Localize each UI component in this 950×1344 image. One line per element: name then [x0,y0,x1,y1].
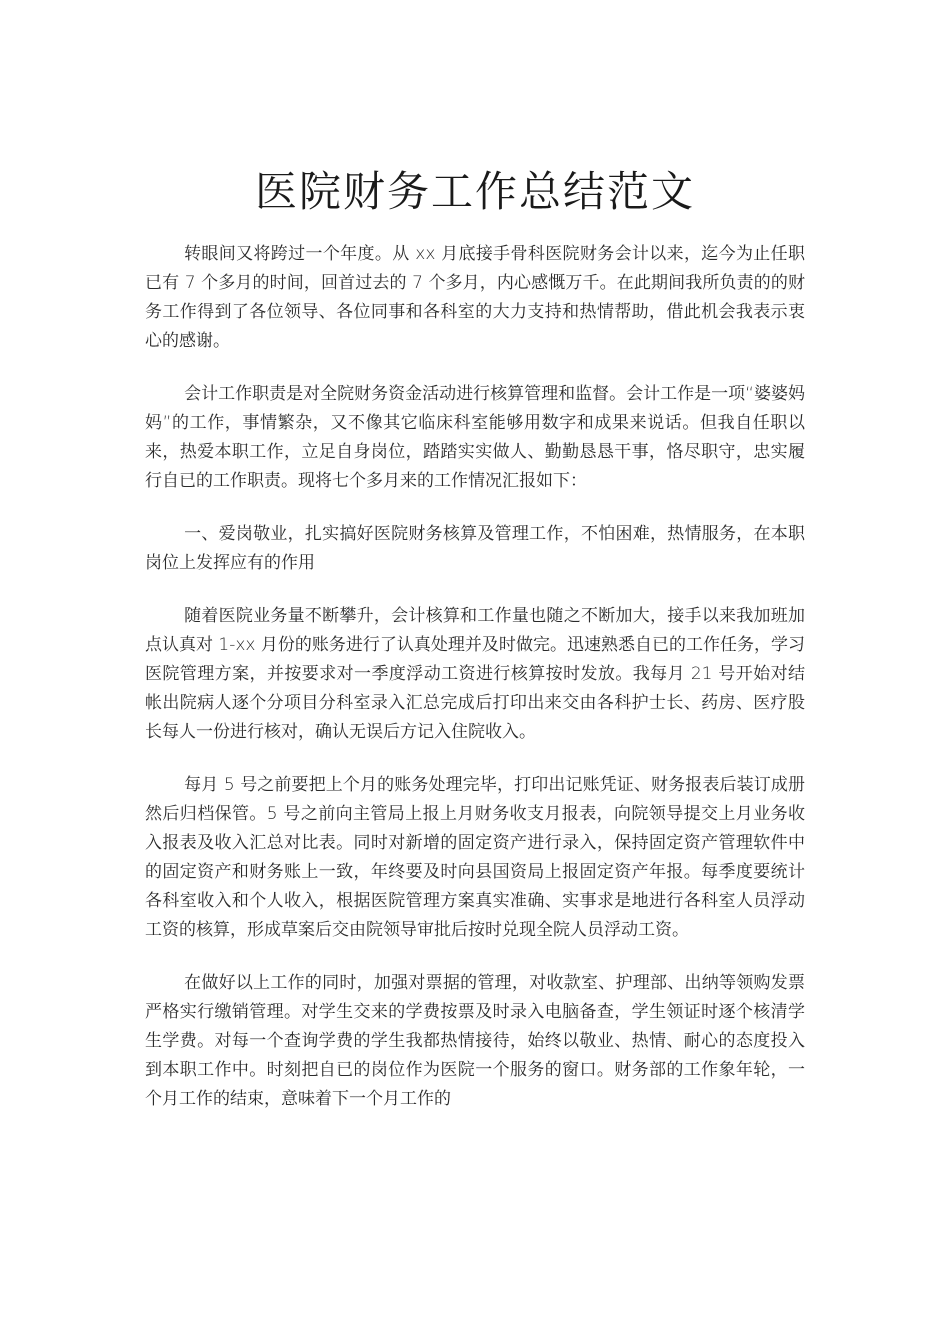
paragraph-invoice-management: 在做好以上工作的同时，加强对票据的管理，对收款室、护理部、出纳等领购发票严格实行缴销管理。对学生交来的学费按票及时录入电脑备查，学生领证时逐个核清学生学费。对每一个查询学费的学生我都热情接待，始终以敬业、热情、耐心的态度投入到本职工作中。时刻把自已的岗位作为医院一个服务的窗口。财务部的工作象年轮，一个月工作的结束，意味着下一个月工作的 [145,973,805,1109]
section-heading-1: 一、爱岗敬业，扎实搞好医院财务核算及管理工作，不怕困难，热情服务，在本职岗位上发挥应有的作用 [145,524,805,573]
paragraph-accounting: 随着医院业务量不断攀升，会计核算和工作量也随之不断加大，接手以来我加班加点认真对 1-xx 月份的账务进行了认真处理并及时做完。迅速熟悉自已的工作任务，学习医院管理方案，并按要求对一季度浮动工资进行核算按时发放。我每月 21 号开始对结帐出院病人逐个分项目分科室录入汇总完成后打印出来交由各科护士长、药房、医疗股长每人一份进行核对，确认无误后方记入住院收入。 [145,606,805,742]
document-title: 医院财务工作总结范文 [254,167,695,216]
paragraph-monthly-reports: 每月 5 号之前要把上个月的账务处理完毕，打印出记账凭证、财务报表后装订成册然后归档保管。5 号之前向主管局上报上月财务收支月报表，向院领导提交上月业务收入报表及收入汇总对比表。同时对新增的固定资产进行录入，保持固定资产管理软件中的固定资产和财务账上一致，年终要及时向县国资局上报固定资产年报。每季度要统计各科室收入和个人收入，根据医院管理方案真实准确、实事求是地进行各科室人员浮动工资的核算，形成草案后交由院领导审批后按时兑现全院人员浮动工资。 [145,775,805,940]
paragraph-duties: 会计工作职责是对全院财务资金活动进行核算管理和监督。会计工作是一项“婆婆妈妈”的工作，事情繁杂，又不像其它临床科室能够用数字和成果来说话。但我自任职以来，热爱本职工作，立足自身岗位，踏踏实实做人、勤勤恳恳干事，恪尽职守，忠实履行自已的工作职责。现将七个多月来的工作情况汇报如下： [145,384,805,491]
document-page [145,160,805,1114]
paragraph-intro: 转眼间又将跨过一个年度。从 xx 月底接手骨科医院财务会计以来，迄今为止任职已有 7 个多月的时间，回首过去的 7 个多月，内心感慨万千。在此期间我所负责的的财务工作得到了各位领导、各位同事和各科室的大力支持和热情帮助，借此机会我表示衷心的感谢。 [145,244,805,351]
